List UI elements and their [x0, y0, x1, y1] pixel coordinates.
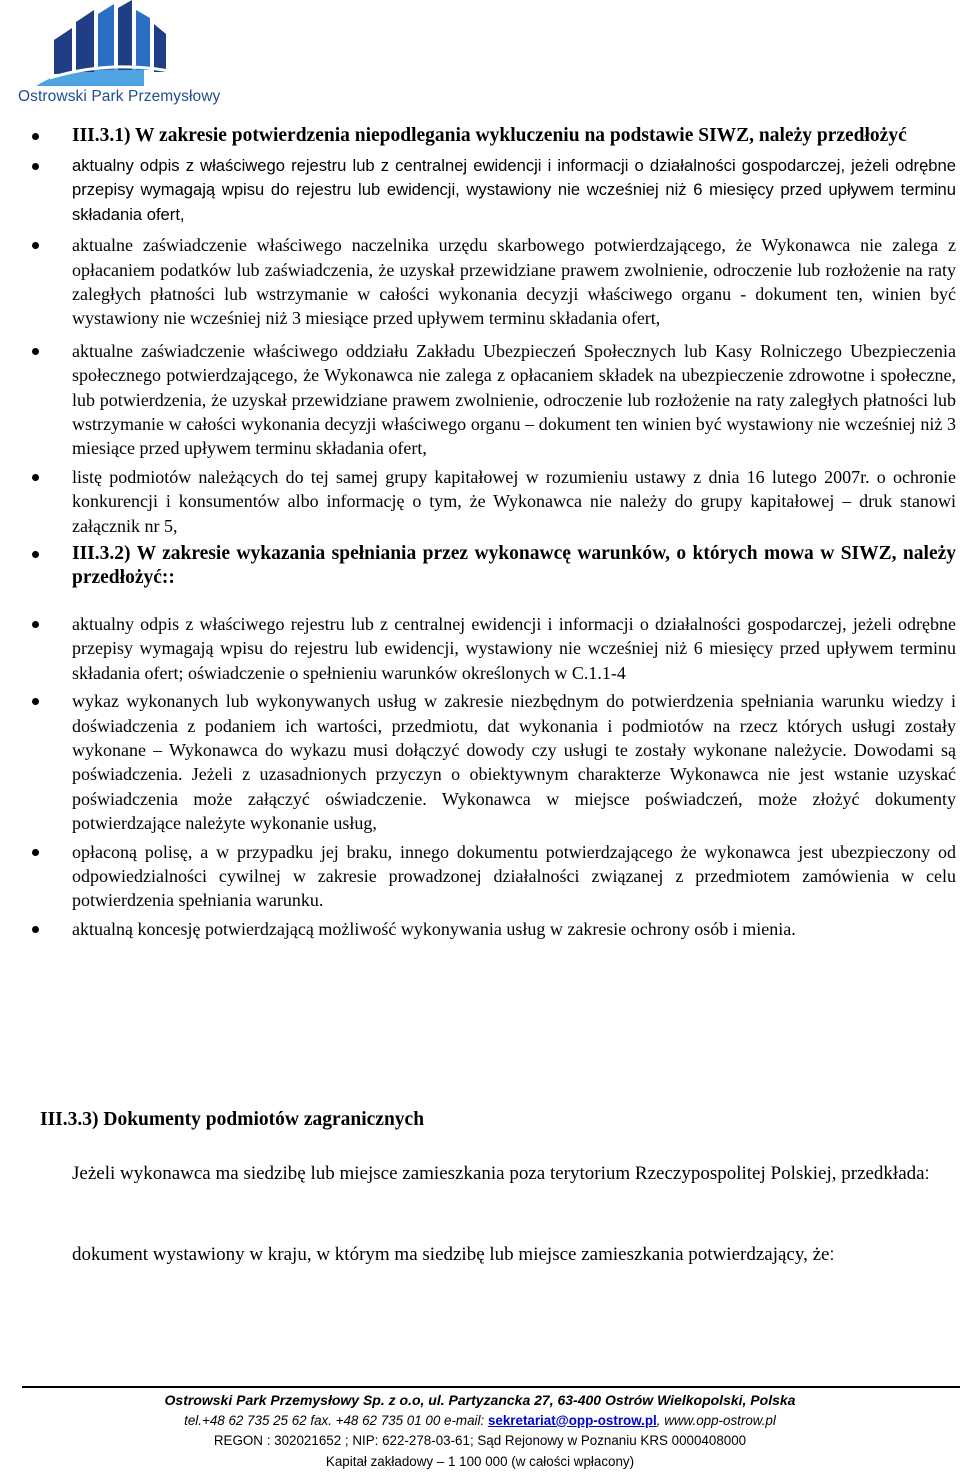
bullet-icon [32, 551, 39, 558]
footer-company-address: Ostrowski Park Przemysłowy Sp. z o.o, ul. Partyzancka 27, 63-400 Ostrów Wielkopolski, Polska [164, 1392, 796, 1408]
footer-website[interactable]: , www.opp-ostrow.pl [656, 1412, 776, 1428]
list-item [72, 542, 956, 590]
section-heading: III.3.1) W zakresie potwierdzenia niepodlegania wykluczeniu na podstawie SIWZ, należy przedłożyć [72, 125, 907, 146]
footer-contact-line [0, 1411, 960, 1432]
list-item-text: listę podmiotów należących do tej samej grupy kapitałowej w rozumieniu ustawy z dnia 16 lutego 2007r. o ochronie konkurencji i konsumentów albo informację o tym, że Wykonawca nie należy do grupy kapitałowej – druk stanowi załącznik nr 5, [72, 466, 956, 536]
foreign-paragraph-1-colon: : [924, 1163, 930, 1183]
requirements-list-conditions [72, 612, 956, 941]
foreign-paragraph-2 [72, 1241, 956, 1268]
building-arc-logo-icon [14, 0, 214, 90]
foreign-paragraph-1 [72, 1160, 956, 1187]
logo-text: Ostrowski Park Przemysłowy [18, 88, 221, 105]
list-item-text: wykaz wykonanych lub wykonywanych usług w zakresie niezbędnym do potwierdzenia spełniania warunku wiedzy i doświadczenia z podaniem ich wartości, przedmiotu, dat wykonania i podmiotów na rzecz których usługi zostały wykonane – Wykonawca do wykazu musi dołączyć dowody czy usługi te zostały wykonane należycie. Dowodami są poświadczenia. Jeżeli z uzasadnionych przyczyn o obiektywnym charakterze Wykonawca nie jest wstanie uzyskać poświadczenia może załączyć oświadczenie. Wykonawca w miejsce poświadczeń, może złożyć dokumenty potwierdzające należyte wykonanie usług, [72, 691, 956, 834]
list-item [72, 233, 956, 331]
footer-email-label: e-mail: [444, 1412, 485, 1428]
bullet-icon [32, 698, 39, 705]
company-logo [14, 0, 221, 112]
list-item [72, 339, 956, 461]
foreign-paragraph-2-colon: : [829, 1244, 835, 1264]
footer-phone: tel.+48 62 735 25 62 fax. +48 62 735 01 00 [184, 1412, 441, 1428]
foreign-paragraph-1-text: Jeżeli wykonawca ma siedzibę lub miejsce zamieszkania poza terytorium Rzeczypospolitej Polskiej, przedkłada [72, 1163, 925, 1184]
list-item [72, 840, 956, 913]
foreign-paragraph-2-text: dokument wystawiony w kraju, w którym ma siedzibę lub miejsce zamieszkania potwierdzający, że [72, 1244, 830, 1265]
page-footer [0, 1390, 960, 1472]
list-item [72, 917, 956, 941]
footer-registration: REGON : 302021652 ; NIP: 622-278-03-61; Sąd Rejonowy w Poznaniu KRS 0000408000 [213, 1433, 747, 1448]
list-item [72, 689, 956, 835]
bullet-icon [32, 849, 39, 856]
list-item [72, 154, 956, 227]
bullet-icon [32, 163, 39, 170]
section-heading: III.3.2) W zakresie wykazania spełniania przez wykonawcę warunków, o których mowa w SIWZ, należy przedłożyć:: [72, 543, 956, 589]
list-item-text: aktualne zaświadczenie właściwego naczelnika urzędu skarbowego potwierdzającego, że Wykonawca nie zalega z opłacaniem podatków lub zaświadczenia, że uzyskał przewidziane prawem zwolnienie, odroczenie lub rozłożenie na raty zaległych płatności lub wstrzymanie w całości wykonania decyzji właściwego organu - dokument ten, winien być wystawiony nie wcześniej niż 3 miesiące przed upływem terminu składania ofert, [72, 235, 956, 329]
footer-email-link[interactable]: sekretariat@opp-ostrow.pl [487, 1412, 657, 1428]
footer-capital: Kapitał zakładowy – 1 100 000 (w całości wpłacony) [325, 1453, 635, 1469]
bullet-icon [32, 474, 39, 481]
list-item [72, 124, 956, 148]
bullet-icon [32, 348, 39, 355]
list-item-text: aktualne zaświadczenie właściwego oddziału Zakładu Ubezpieczeń Społecznych lub Kasy Rolniczego Ubezpieczenia społecznego potwierdzającego, że Wykonawca nie zalega z opłacaniem składek na ubezpieczenie zdrowotne i społeczne, lub potwierdzenia, że uzyskał przewidziane prawem zwolnienie, odroczenie lub rozłożenie na raty zaległych płatności lub wstrzymanie w całości wykonania decyzji właściwego organu – dokument ten winien być wystawiony nie wcześniej niż 3 miesiące przed upływem terminu składania ofert, [72, 340, 956, 459]
bullet-icon [32, 621, 39, 628]
list-item [72, 465, 956, 538]
bullet-icon [32, 133, 39, 140]
list-item-text: aktualny odpis z właściwego rejestru lub z centralnej ewidencji i informacji o działalności gospodarczej, jeżeli odrębne przepisy wymagają wpisu do rejestru lub ewidencji, wystawiony nie wcześniej niż 6 miesięcy przed upływem terminu składania ofert, [72, 156, 956, 224]
list-item-text: opłaconą polisę, a w przypadku jej braku, innego dokumentu potwierdzającego że wykonawca jest ubezpieczony od odpowiedzialności cywilnej w zakresie prowadzonej działalności związanej z przedmiotem zamówienia w celu potwierdzenia spełniania warunku. [72, 841, 956, 911]
section-heading-foreign: III.3.3) Dokumenty podmiotów zagranicznych [40, 1109, 425, 1130]
footer-divider [22, 1386, 960, 1388]
list-item-text: aktualną koncesję potwierdzającą możliwość wykonywania usług w zakresie ochrony osób i mienia. [72, 918, 796, 939]
list-item [72, 612, 956, 685]
bullet-icon [32, 926, 39, 933]
bullet-icon [32, 242, 39, 249]
requirements-list-exclusion [72, 124, 956, 590]
list-item-text: aktualny odpis z właściwego rejestru lub z centralnej ewidencji i informacji o działalności gospodarczej, jeżeli odrębne przepisy wymagają wpisu do rejestru lub ewidencji, wystawiony nie wcześniej niż 6 miesięcy przed upływem terminu składania ofert; oświadczenie o spełnieniu warunków określonych w C.1.1-4 [72, 614, 956, 683]
